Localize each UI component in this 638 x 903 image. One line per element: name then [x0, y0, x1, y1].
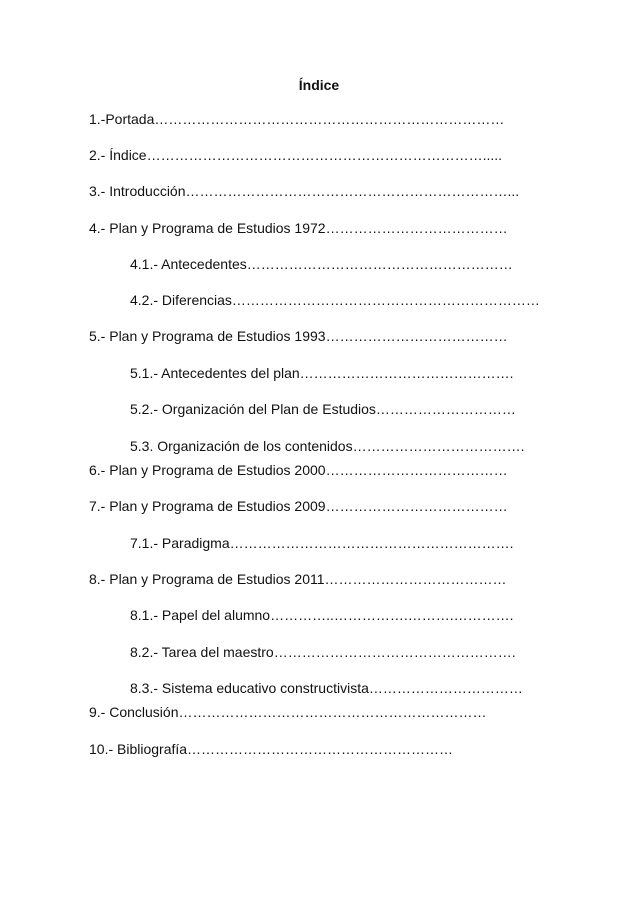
toc-subentry-paradigma: 7.1.- Paradigma…………………………………………………….	[130, 535, 514, 551]
toc-subentry-organizacion-plan: 5.2.- Organización del Plan de Estudios…………………………	[130, 401, 516, 417]
toc-subentry-antecedentes-plan: 5.1.- Antecedentes del plan……………………………………….	[130, 365, 514, 381]
toc-subentry-papel-alumno: 8.1.- Papel del alumno…………..…………….……….………….	[130, 607, 514, 623]
toc-subentry-antecedentes: 4.1.- Antecedentes…………………………………………………	[130, 256, 513, 272]
toc-entry-plan-1993: 5.- Plan y Programa de Estudios 1993…………………………………	[89, 328, 508, 344]
page-title: Índice	[298, 77, 340, 93]
toc-entry-plan-2011: 8.- Plan y Programa de Estudios 2011…………………………………	[89, 571, 507, 587]
toc-subentry-diferencias: 4.2.- Diferencias…………………………………………………………	[130, 292, 540, 308]
toc-entry-bibliografia: 10.- Bibliografía…………………………………………………	[89, 741, 454, 757]
toc-entry-plan-2000: 6.- Plan y Programa de Estudios 2000…………………………………	[89, 462, 508, 478]
toc-entry-conclusion: 9.- Conclusión…………………………………………………………	[89, 704, 487, 720]
toc-subentry-organizacion-contenidos: 5.3. Organización de los contenidos……………………………….	[130, 438, 525, 454]
toc-entry-plan-2009: 7.- Plan y Programa de Estudios 2009…………………………………	[89, 498, 508, 514]
toc-subentry-sistema-educativo: 8.3.- Sistema educativo constructivista……………………………	[130, 680, 523, 696]
toc-entry-indice: 2.- Índice……………………………………………………………….....	[89, 147, 503, 163]
toc-entry-introduccion: 3.- Introducción……………………………………………………………...	[89, 183, 520, 199]
toc-entry-portada: 1.-Portada…………………………………………………………………	[89, 111, 505, 127]
toc-subentry-tarea-maestro: 8.2.- Tarea del maestro…………………………………………….	[130, 644, 516, 660]
toc-entry-plan-1972: 4.- Plan y Programa de Estudios 1972…………………………………	[89, 220, 508, 236]
